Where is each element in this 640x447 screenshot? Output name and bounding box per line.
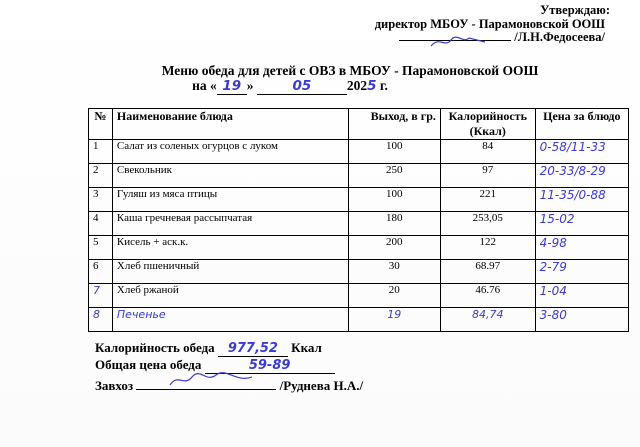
cell-yield: 200	[348, 236, 440, 260]
date-prefix: на «	[192, 78, 217, 93]
summary-calories	[95, 340, 322, 357]
page-title: Меню обеда для детей с ОВЗ в МБОУ - Парамоновской ООШ	[161, 63, 539, 78]
director-name: /Л.Н.Федосеева/	[514, 30, 605, 44]
cell-yield: 100	[348, 140, 440, 164]
cell-yield: 180	[348, 212, 440, 236]
cell-price: 2-79	[535, 260, 628, 284]
cell-calories: 68.97	[440, 260, 535, 284]
cell-number: 6	[89, 260, 113, 284]
cell-dish-name: Гуляш из мяса птицы	[112, 188, 348, 212]
cell-dish-name: Печенье	[112, 308, 348, 332]
summary-price-label: Общая цена обеда	[95, 357, 202, 372]
cell-calories: 253,05	[440, 212, 535, 236]
summary-price-value: 59-89	[205, 358, 335, 374]
header-dish-name: Наименование блюда	[112, 109, 348, 140]
manager-signature-icon	[166, 371, 256, 389]
cell-price: 15-02	[535, 212, 628, 236]
cell-price: 0-58/11-33	[535, 140, 628, 164]
table-row	[89, 236, 629, 260]
header-number: №	[89, 109, 113, 140]
header-calories: Калорийность (Ккал)	[440, 109, 535, 140]
table-row	[89, 212, 629, 236]
date-year-suffix: г.	[379, 78, 388, 93]
cell-calories: 84,74	[440, 308, 535, 332]
table-row	[89, 140, 629, 164]
cell-price: 20-33/8-29	[535, 164, 628, 188]
cell-number: 4	[89, 212, 113, 236]
summary-calories-value: 977,52	[218, 341, 288, 357]
cell-yield: 100	[348, 188, 440, 212]
cell-yield: 20	[348, 284, 440, 308]
menu-table	[88, 108, 629, 332]
director-signature-icon	[429, 34, 489, 50]
summary-calories-label: Калорийность обеда	[95, 340, 215, 355]
summary-calories-unit: Ккал	[291, 340, 322, 355]
summary-manager-label: Завхоз	[95, 378, 134, 393]
cell-number: 3	[89, 188, 113, 212]
cell-number: 1	[89, 140, 113, 164]
approval-director: директор МБОУ - Парамоновской ООШ	[374, 17, 605, 31]
date-day: 19	[217, 78, 247, 95]
table-row	[89, 284, 629, 308]
cell-dish-name: Каша гречневая рассыпчатая	[112, 212, 348, 236]
date-year-digit: 5	[367, 78, 377, 94]
table-header-row	[89, 109, 629, 140]
cell-number: 8	[89, 308, 113, 332]
cell-dish-name: Кисель + аск.к.	[112, 236, 348, 260]
cell-calories: 46.76	[440, 284, 535, 308]
cell-dish-name: Хлеб пшеничный	[112, 260, 348, 284]
cell-price: 3-80	[535, 308, 628, 332]
cell-price: 11-35/0-88	[535, 188, 628, 212]
manager-signature-blank	[136, 375, 276, 390]
cell-calories: 97	[440, 164, 535, 188]
cell-price: 4-98	[535, 236, 628, 260]
date-month: 05	[257, 78, 347, 95]
cell-yield: 19	[348, 308, 440, 332]
menu-table-body	[89, 140, 629, 332]
table-row	[89, 308, 629, 332]
summary-manager-name: /Руднева Н.А./	[279, 378, 364, 393]
cell-calories: 84	[440, 140, 535, 164]
header-yield: Выход, в гр.	[348, 109, 440, 140]
menu-date	[0, 78, 610, 95]
cell-number: 5	[89, 236, 113, 260]
cell-price: 1-04	[535, 284, 628, 308]
date-mid: »	[246, 78, 254, 93]
signature-blank	[399, 40, 511, 41]
date-year-prefix: 202	[346, 78, 368, 93]
summary-manager	[95, 375, 363, 394]
header-price: Цена за блюдо	[535, 109, 628, 140]
cell-number: 7	[89, 284, 113, 308]
approval-heading: Утверждаю:	[540, 3, 610, 17]
cell-calories: 221	[440, 188, 535, 212]
cell-dish-name: Хлеб ржаной	[112, 284, 348, 308]
table-row	[89, 164, 629, 188]
cell-dish-name: Салат из соленых огурцов с луком	[112, 140, 348, 164]
cell-yield: 30	[348, 260, 440, 284]
cell-yield: 250	[348, 164, 440, 188]
table-row	[89, 188, 629, 212]
cell-calories: 122	[440, 236, 535, 260]
cell-number: 2	[89, 164, 113, 188]
table-row	[89, 260, 629, 284]
approval-signature-line	[399, 30, 605, 44]
cell-dish-name: Свекольник	[112, 164, 348, 188]
